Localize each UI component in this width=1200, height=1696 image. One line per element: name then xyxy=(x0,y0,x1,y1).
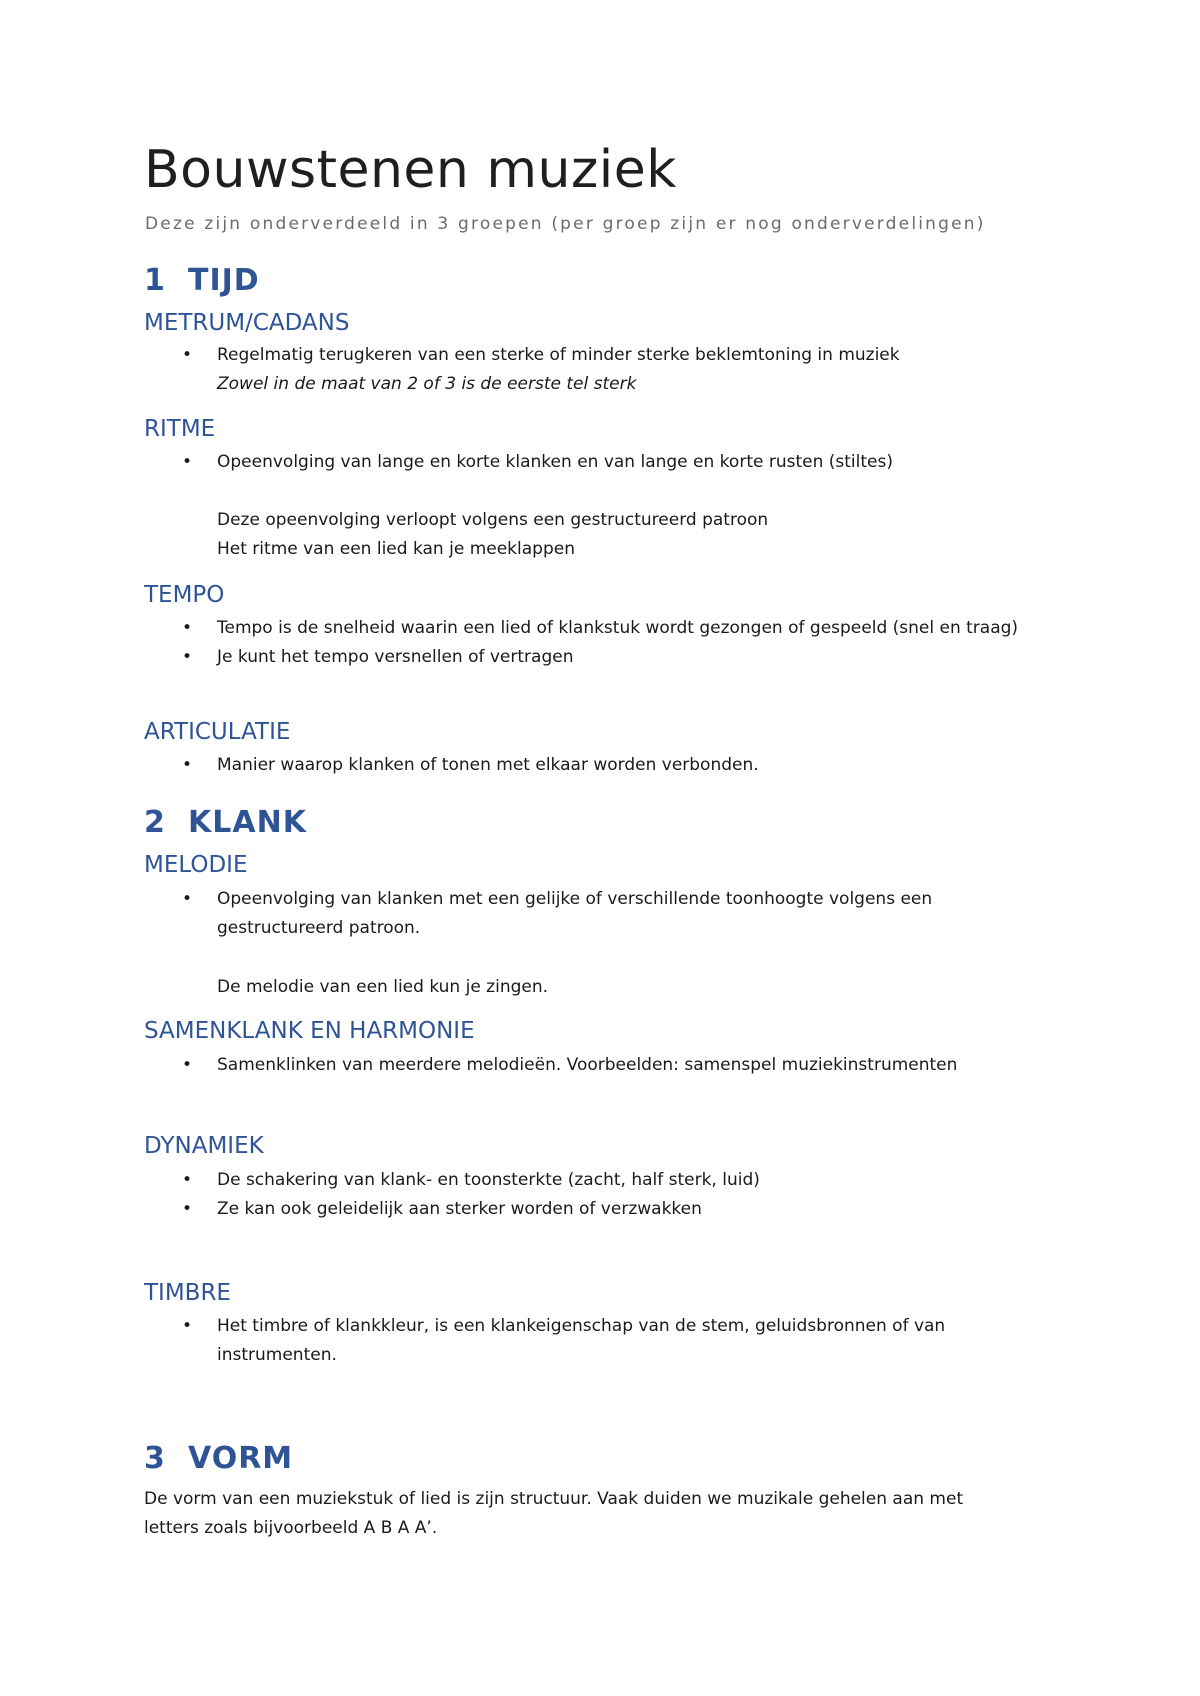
bullet-icon: • xyxy=(182,647,193,667)
section-heading-tijd xyxy=(144,262,260,300)
bullet-icon: • xyxy=(182,755,193,775)
bullet-icon: • xyxy=(182,1199,193,1219)
list-item: Samenklinken van meerdere melodieën. Voorbeelden: samenspel muziekinstrumenten xyxy=(217,1055,958,1075)
document-title: Bouwstenen muziek xyxy=(144,140,677,200)
subsection-heading-articulatie: ARTICULATIE xyxy=(144,719,291,745)
list-item: Je kunt het tempo versnellen of vertragen xyxy=(217,647,574,667)
list-item: Opeenvolging van lange en korte klanken en van lange en korte rusten (stiltes) xyxy=(217,452,893,472)
bullet-icon: • xyxy=(182,618,193,638)
section-title: KLANK xyxy=(188,805,307,840)
paragraph-line: letters zoals bijvoorbeeld A B A A’. xyxy=(144,1518,438,1538)
list-item: Tempo is de snelheid waarin een lied of klankstuk wordt gezongen of gespeeld (snel en traag) xyxy=(217,618,1019,638)
list-item: Opeenvolging van klanken met een gelijke of verschillende toonhoogte volgens een xyxy=(217,889,933,909)
section-number: 1 xyxy=(144,263,166,298)
bullet-icon: • xyxy=(182,1316,193,1336)
list-item: Regelmatig terugkeren van een sterke of minder sterke beklemtoning in muziek xyxy=(217,345,900,365)
subsection-heading-tempo: TEMPO xyxy=(144,582,225,608)
section-number: 2 xyxy=(144,805,166,840)
bullet-icon: • xyxy=(182,345,193,365)
section-heading-klank xyxy=(144,804,307,842)
list-item-note: Het ritme van een lied kan je meeklappen xyxy=(217,539,575,559)
list-item: Het timbre of klankkleur, is een klankeigenschap van de stem, geluidsbronnen of van xyxy=(217,1316,946,1336)
subsection-heading-timbre: TIMBRE xyxy=(144,1280,231,1306)
bullet-icon: • xyxy=(182,452,193,472)
list-item-note: Zowel in de maat van 2 of 3 is de eerste tel sterk xyxy=(217,374,637,394)
list-item-continuation: gestructureerd patroon. xyxy=(217,918,421,938)
list-item: Ze kan ook geleidelijk aan sterker worden of verzwakken xyxy=(217,1199,702,1219)
bullet-icon: • xyxy=(182,1055,193,1075)
list-item-note: Deze opeenvolging verloopt volgens een gestructureerd patroon xyxy=(217,510,769,530)
subsection-heading-metrum: METRUM/CADANS xyxy=(144,310,350,336)
section-title: VORM xyxy=(188,1441,294,1476)
section-title: TIJD xyxy=(188,263,260,298)
list-item-continuation: instrumenten. xyxy=(217,1345,337,1365)
subsection-heading-dynamiek: DYNAMIEK xyxy=(144,1133,264,1159)
section-number: 3 xyxy=(144,1441,166,1476)
list-item: De schakering van klank- en toonsterkte (zacht, half sterk, luid) xyxy=(217,1170,760,1190)
bullet-icon: • xyxy=(182,889,193,909)
bullet-icon: • xyxy=(182,1170,193,1190)
subsection-heading-melodie: MELODIE xyxy=(144,852,248,878)
section-heading-vorm xyxy=(144,1440,293,1478)
subsection-heading-ritme: RITME xyxy=(144,416,216,442)
document-subtitle: Deze zijn onderverdeeld in 3 groepen (per groep zijn er nog onderverdelingen) xyxy=(145,214,986,234)
list-item: Manier waarop klanken of tonen met elkaar worden verbonden. xyxy=(217,755,759,775)
paragraph-line: De vorm van een muziekstuk of lied is zijn structuur. Vaak duiden we muzikale gehelen aan met xyxy=(144,1489,964,1509)
subsection-heading-samenklank: SAMENKLANK EN HARMONIE xyxy=(144,1018,475,1044)
list-item-note: De melodie van een lied kun je zingen. xyxy=(217,977,549,997)
